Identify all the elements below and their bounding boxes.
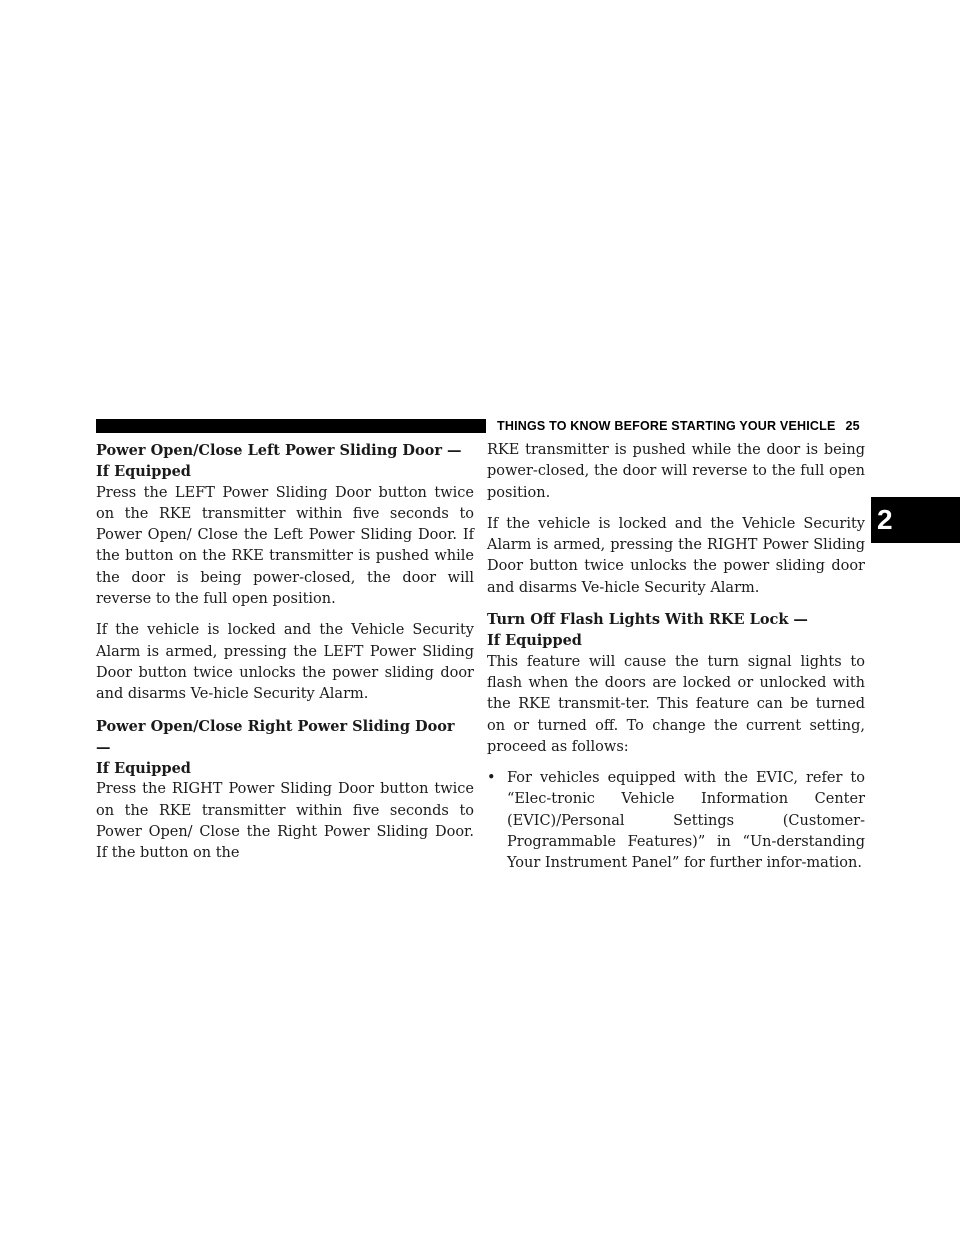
page-number: 25 [845,419,860,433]
bullet-text: For vehicles equipped with the EVIC, refer to “Elec-tronic Vehicle Information Center (EVIC)/Personal Settings (Customer-Programmable Features)” in “Un-derstanding Your Instrument Panel” for further infor-mation. [507,770,865,872]
body-paragraph: If the vehicle is locked and the Vehicle Security Alarm is armed, pressing the RIGHT Power Sliding Door button twice unlocks the power sliding door and disarms Ve-hicle Security Alarm. [487,515,865,596]
section-heading-line: Power Open/Close Left Power Sliding Door — [96,442,462,459]
running-header [497,419,860,433]
section-title: THINGS TO KNOW BEFORE STARTING YOUR VEHICLE [497,419,836,433]
section-heading [487,609,865,652]
right-column [487,440,865,875]
section-heading [96,440,474,483]
section-heading-line: If Equipped [96,760,191,778]
section-heading [96,716,474,780]
body-paragraph: Press the LEFT Power Sliding Door button twice on the RKE transmitter within five seconds to Power Open/ Close the Left Power Sliding Door. If the button on the RKE transmitter is pushed while the door is being power-closed, the door will reverse to the full open position. [96,484,474,608]
section-heading-line: If Equipped [487,632,582,650]
body-paragraph: If the vehicle is locked and the Vehicle Security Alarm is armed, pressing the LEFT Power Sliding Door button twice unlocks the power sliding door and disarms Ve-hicle Security Alarm. [96,622,474,703]
bullet-list [487,768,865,874]
left-column [96,440,474,865]
body-paragraph: RKE transmitter is pushed while the door is being power-closed, the door will reverse to the full open position. [487,442,865,501]
chapter-tab: 2 [871,497,960,543]
body-paragraph: This feature will cause the turn signal lights to flash when the doors are locked or unlocked with the RKE transmit-ter. This feature can be turned on or turned off. To change the current setting, proceed as follows: [487,653,865,755]
section-heading-line: Turn Off Flash Lights With RKE Lock — [487,611,808,629]
bullet-glyph: • [487,770,496,787]
header-rule [96,419,486,433]
section-heading-line: If Equipped [96,463,191,481]
section-heading-line: Power Open/Close Right Power Sliding Door — [96,717,455,756]
body-paragraph: Press the RIGHT Power Sliding Door button twice on the RKE transmitter within five seconds to Power Open/ Close the Right Power Sliding Door. If the button on the [96,781,474,862]
bullet-item [487,768,865,874]
